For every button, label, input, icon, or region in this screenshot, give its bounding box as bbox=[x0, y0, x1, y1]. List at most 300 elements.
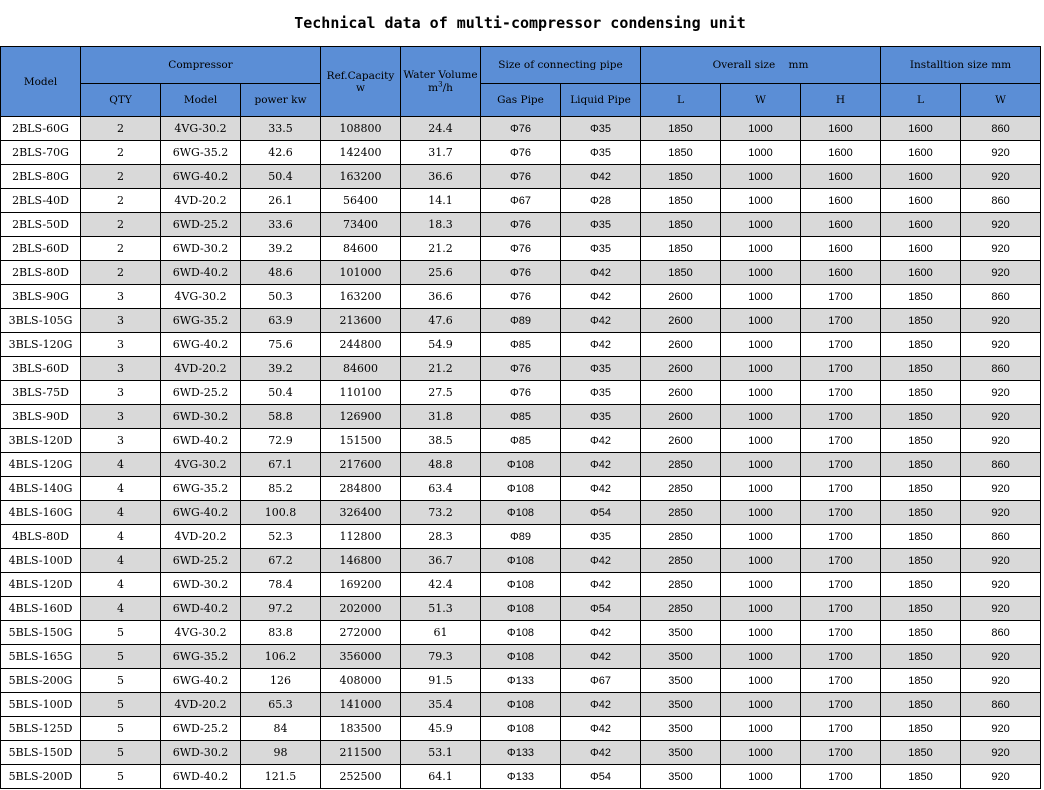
cell-gas-pipe: Φ108 bbox=[481, 693, 561, 717]
cell-gas-pipe: Φ76 bbox=[481, 213, 561, 237]
cell-overall-w: 1000 bbox=[721, 765, 801, 789]
cell-overall-w: 1000 bbox=[721, 645, 801, 669]
cell-gas-pipe: Φ85 bbox=[481, 333, 561, 357]
cell-qty: 5 bbox=[81, 621, 161, 645]
cell-water-volume: 27.5 bbox=[401, 381, 481, 405]
cell-liquid-pipe: Φ42 bbox=[561, 261, 641, 285]
cell-compressor-model: 6WG-35.2 bbox=[161, 141, 241, 165]
cell-install-w: 920 bbox=[961, 573, 1041, 597]
cell-gas-pipe: Φ76 bbox=[481, 141, 561, 165]
cell-model: 4BLS-80D bbox=[1, 525, 81, 549]
cell-overall-w: 1000 bbox=[721, 477, 801, 501]
cell-install-l: 1850 bbox=[881, 429, 961, 453]
cell-install-w: 920 bbox=[961, 549, 1041, 573]
cell-overall-w: 1000 bbox=[721, 237, 801, 261]
cell-liquid-pipe: Φ42 bbox=[561, 741, 641, 765]
cell-overall-l: 2850 bbox=[641, 525, 721, 549]
header-water-volume bbox=[401, 47, 481, 117]
cell-power: 106.2 bbox=[241, 645, 321, 669]
cell-install-w: 920 bbox=[961, 765, 1041, 789]
cell-gas-pipe: Φ108 bbox=[481, 645, 561, 669]
cell-ref-capacity: 141000 bbox=[321, 693, 401, 717]
cell-overall-w: 1000 bbox=[721, 357, 801, 381]
cell-overall-l: 2600 bbox=[641, 333, 721, 357]
cell-liquid-pipe: Φ35 bbox=[561, 381, 641, 405]
table-row bbox=[1, 549, 1041, 573]
cell-overall-h: 1600 bbox=[801, 165, 881, 189]
cell-liquid-pipe: Φ54 bbox=[561, 765, 641, 789]
cell-liquid-pipe: Φ42 bbox=[561, 717, 641, 741]
cell-install-l: 1600 bbox=[881, 117, 961, 141]
cell-qty: 5 bbox=[81, 741, 161, 765]
cell-liquid-pipe: Φ42 bbox=[561, 645, 641, 669]
cell-qty: 3 bbox=[81, 357, 161, 381]
cell-overall-l: 1850 bbox=[641, 165, 721, 189]
cell-install-l: 1850 bbox=[881, 621, 961, 645]
cell-compressor-model: 4VD-20.2 bbox=[161, 693, 241, 717]
cell-overall-w: 1000 bbox=[721, 669, 801, 693]
cell-ref-capacity: 56400 bbox=[321, 189, 401, 213]
cell-qty: 2 bbox=[81, 261, 161, 285]
cell-water-volume: 18.3 bbox=[401, 213, 481, 237]
cell-qty: 4 bbox=[81, 453, 161, 477]
cell-qty: 5 bbox=[81, 717, 161, 741]
cell-install-w: 920 bbox=[961, 645, 1041, 669]
cell-install-l: 1850 bbox=[881, 477, 961, 501]
cell-model: 3BLS-90D bbox=[1, 405, 81, 429]
cell-install-w: 920 bbox=[961, 717, 1041, 741]
cell-power: 65.3 bbox=[241, 693, 321, 717]
cell-overall-l: 3500 bbox=[641, 621, 721, 645]
cell-install-w: 920 bbox=[961, 165, 1041, 189]
cell-overall-w: 1000 bbox=[721, 717, 801, 741]
table-row bbox=[1, 429, 1041, 453]
cell-qty: 2 bbox=[81, 117, 161, 141]
cell-overall-h: 1600 bbox=[801, 237, 881, 261]
cell-overall-w: 1000 bbox=[721, 141, 801, 165]
cell-install-w: 860 bbox=[961, 453, 1041, 477]
cell-qty: 5 bbox=[81, 765, 161, 789]
table-row bbox=[1, 645, 1041, 669]
cell-power: 33.5 bbox=[241, 117, 321, 141]
cell-overall-h: 1700 bbox=[801, 525, 881, 549]
cell-model: 4BLS-160G bbox=[1, 501, 81, 525]
cell-overall-w: 1000 bbox=[721, 597, 801, 621]
cell-compressor-model: 6WD-30.2 bbox=[161, 237, 241, 261]
cell-model: 5BLS-100D bbox=[1, 693, 81, 717]
header-power: power kw bbox=[241, 84, 321, 117]
cell-power: 26.1 bbox=[241, 189, 321, 213]
cell-water-volume: 47.6 bbox=[401, 309, 481, 333]
cell-install-l: 1850 bbox=[881, 549, 961, 573]
cell-power: 83.8 bbox=[241, 621, 321, 645]
cell-overall-h: 1600 bbox=[801, 261, 881, 285]
cell-compressor-model: 6WG-40.2 bbox=[161, 333, 241, 357]
cell-overall-w: 1000 bbox=[721, 501, 801, 525]
cell-install-w: 920 bbox=[961, 597, 1041, 621]
cell-gas-pipe: Φ76 bbox=[481, 117, 561, 141]
cell-qty: 4 bbox=[81, 477, 161, 501]
cell-overall-l: 2850 bbox=[641, 501, 721, 525]
cell-gas-pipe: Φ67 bbox=[481, 189, 561, 213]
table-row bbox=[1, 693, 1041, 717]
cell-install-l: 1850 bbox=[881, 741, 961, 765]
cell-model: 2BLS-60D bbox=[1, 237, 81, 261]
cell-model: 2BLS-50D bbox=[1, 213, 81, 237]
cell-overall-l: 2600 bbox=[641, 357, 721, 381]
cell-gas-pipe: Φ89 bbox=[481, 525, 561, 549]
cell-install-l: 1850 bbox=[881, 501, 961, 525]
cell-gas-pipe: Φ133 bbox=[481, 765, 561, 789]
cell-power: 84 bbox=[241, 717, 321, 741]
cell-ref-capacity: 112800 bbox=[321, 525, 401, 549]
cell-install-w: 920 bbox=[961, 669, 1041, 693]
cell-overall-l: 1850 bbox=[641, 261, 721, 285]
cell-ref-capacity: 213600 bbox=[321, 309, 401, 333]
cell-compressor-model: 6WD-25.2 bbox=[161, 549, 241, 573]
cell-overall-h: 1700 bbox=[801, 717, 881, 741]
table-row bbox=[1, 381, 1041, 405]
cell-gas-pipe: Φ85 bbox=[481, 429, 561, 453]
cell-compressor-model: 4VD-20.2 bbox=[161, 357, 241, 381]
cell-install-l: 1850 bbox=[881, 765, 961, 789]
cell-install-l: 1850 bbox=[881, 309, 961, 333]
cell-compressor-model: 6WD-40.2 bbox=[161, 765, 241, 789]
cell-model: 4BLS-160D bbox=[1, 597, 81, 621]
cell-overall-w: 1000 bbox=[721, 549, 801, 573]
cell-gas-pipe: Φ76 bbox=[481, 237, 561, 261]
cell-liquid-pipe: Φ42 bbox=[561, 693, 641, 717]
cell-water-volume: 42.4 bbox=[401, 573, 481, 597]
cell-model: 3BLS-75D bbox=[1, 381, 81, 405]
cell-install-w: 920 bbox=[961, 333, 1041, 357]
cell-power: 39.2 bbox=[241, 237, 321, 261]
cell-install-l: 1850 bbox=[881, 285, 961, 309]
cell-model: 4BLS-120G bbox=[1, 453, 81, 477]
cell-ref-capacity: 284800 bbox=[321, 477, 401, 501]
cell-model: 2BLS-70G bbox=[1, 141, 81, 165]
cell-overall-h: 1700 bbox=[801, 501, 881, 525]
cell-install-w: 860 bbox=[961, 621, 1041, 645]
cell-overall-l: 2600 bbox=[641, 405, 721, 429]
table-row bbox=[1, 573, 1041, 597]
cell-water-volume: 24.4 bbox=[401, 117, 481, 141]
cell-power: 67.2 bbox=[241, 549, 321, 573]
cell-model: 3BLS-105G bbox=[1, 309, 81, 333]
cell-qty: 4 bbox=[81, 525, 161, 549]
cell-power: 97.2 bbox=[241, 597, 321, 621]
cell-overall-l: 2850 bbox=[641, 477, 721, 501]
cell-compressor-model: 4VD-20.2 bbox=[161, 189, 241, 213]
cell-qty: 3 bbox=[81, 429, 161, 453]
cell-install-w: 860 bbox=[961, 357, 1041, 381]
cell-overall-h: 1700 bbox=[801, 765, 881, 789]
cell-overall-h: 1700 bbox=[801, 477, 881, 501]
ref-capacity-label: Ref.Capacity bbox=[326, 69, 395, 82]
cell-ref-capacity: 108800 bbox=[321, 117, 401, 141]
cell-install-w: 920 bbox=[961, 309, 1041, 333]
cell-gas-pipe: Φ76 bbox=[481, 357, 561, 381]
cell-overall-l: 2600 bbox=[641, 381, 721, 405]
cell-liquid-pipe: Φ35 bbox=[561, 213, 641, 237]
cell-power: 126 bbox=[241, 669, 321, 693]
cell-water-volume: 63.4 bbox=[401, 477, 481, 501]
cell-overall-h: 1700 bbox=[801, 285, 881, 309]
cell-compressor-model: 6WD-40.2 bbox=[161, 597, 241, 621]
cell-water-volume: 61 bbox=[401, 621, 481, 645]
cell-overall-h: 1700 bbox=[801, 381, 881, 405]
header-compressor: Compressor bbox=[81, 47, 321, 84]
table-row bbox=[1, 333, 1041, 357]
cell-model: 3BLS-120D bbox=[1, 429, 81, 453]
table-row bbox=[1, 261, 1041, 285]
cell-install-w: 920 bbox=[961, 213, 1041, 237]
cell-compressor-model: 6WD-30.2 bbox=[161, 405, 241, 429]
cell-water-volume: 35.4 bbox=[401, 693, 481, 717]
cell-install-l: 1850 bbox=[881, 381, 961, 405]
cell-power: 63.9 bbox=[241, 309, 321, 333]
table-row bbox=[1, 597, 1041, 621]
table-row bbox=[1, 309, 1041, 333]
cell-gas-pipe: Φ108 bbox=[481, 717, 561, 741]
cell-install-l: 1850 bbox=[881, 405, 961, 429]
cell-ref-capacity: 252500 bbox=[321, 765, 401, 789]
cell-power: 100.8 bbox=[241, 501, 321, 525]
cell-model: 5BLS-150D bbox=[1, 741, 81, 765]
table-row bbox=[1, 765, 1041, 789]
table-row bbox=[1, 405, 1041, 429]
cell-install-l: 1850 bbox=[881, 453, 961, 477]
cell-overall-w: 1000 bbox=[721, 429, 801, 453]
cell-ref-capacity: 142400 bbox=[321, 141, 401, 165]
cell-compressor-model: 6WG-35.2 bbox=[161, 309, 241, 333]
cell-compressor-model: 6WD-40.2 bbox=[161, 261, 241, 285]
cell-liquid-pipe: Φ42 bbox=[561, 549, 641, 573]
header-model: Model bbox=[1, 47, 81, 117]
cell-gas-pipe: Φ108 bbox=[481, 477, 561, 501]
cell-install-w: 860 bbox=[961, 189, 1041, 213]
cell-liquid-pipe: Φ35 bbox=[561, 117, 641, 141]
cell-install-l: 1600 bbox=[881, 141, 961, 165]
cell-power: 75.6 bbox=[241, 333, 321, 357]
cell-gas-pipe: Φ85 bbox=[481, 405, 561, 429]
cell-overall-h: 1700 bbox=[801, 669, 881, 693]
header-overall-size: Overall size mm bbox=[641, 47, 881, 84]
header-compressor-model: Model bbox=[161, 84, 241, 117]
cell-install-w: 920 bbox=[961, 501, 1041, 525]
cell-install-w: 920 bbox=[961, 477, 1041, 501]
cell-install-l: 1600 bbox=[881, 213, 961, 237]
cell-ref-capacity: 326400 bbox=[321, 501, 401, 525]
cell-ref-capacity: 217600 bbox=[321, 453, 401, 477]
cell-water-volume: 79.3 bbox=[401, 645, 481, 669]
cell-power: 121.5 bbox=[241, 765, 321, 789]
cell-liquid-pipe: Φ35 bbox=[561, 237, 641, 261]
header-connecting-pipe: Size of connecting pipe bbox=[481, 47, 641, 84]
cell-power: 50.3 bbox=[241, 285, 321, 309]
cell-power: 98 bbox=[241, 741, 321, 765]
table-row bbox=[1, 621, 1041, 645]
cell-install-l: 1850 bbox=[881, 357, 961, 381]
cell-overall-h: 1700 bbox=[801, 309, 881, 333]
cell-compressor-model: 6WG-40.2 bbox=[161, 501, 241, 525]
cell-overall-w: 1000 bbox=[721, 189, 801, 213]
cell-power: 67.1 bbox=[241, 453, 321, 477]
table-row bbox=[1, 213, 1041, 237]
cell-compressor-model: 6WG-40.2 bbox=[161, 669, 241, 693]
cell-compressor-model: 4VG-30.2 bbox=[161, 285, 241, 309]
cell-power: 39.2 bbox=[241, 357, 321, 381]
table-row bbox=[1, 525, 1041, 549]
cell-qty: 5 bbox=[81, 669, 161, 693]
cell-liquid-pipe: Φ35 bbox=[561, 525, 641, 549]
cell-qty: 2 bbox=[81, 165, 161, 189]
cell-power: 85.2 bbox=[241, 477, 321, 501]
cell-liquid-pipe: Φ42 bbox=[561, 621, 641, 645]
cell-qty: 2 bbox=[81, 141, 161, 165]
cell-overall-l: 3500 bbox=[641, 717, 721, 741]
cell-water-volume: 21.2 bbox=[401, 237, 481, 261]
cell-compressor-model: 6WG-35.2 bbox=[161, 477, 241, 501]
cell-gas-pipe: Φ133 bbox=[481, 669, 561, 693]
cell-overall-h: 1600 bbox=[801, 117, 881, 141]
cell-liquid-pipe: Φ54 bbox=[561, 597, 641, 621]
cell-overall-w: 1000 bbox=[721, 381, 801, 405]
cell-install-l: 1850 bbox=[881, 573, 961, 597]
cell-install-w: 860 bbox=[961, 117, 1041, 141]
cell-qty: 3 bbox=[81, 309, 161, 333]
cell-water-volume: 21.2 bbox=[401, 357, 481, 381]
table-row bbox=[1, 189, 1041, 213]
cell-ref-capacity: 73400 bbox=[321, 213, 401, 237]
cell-gas-pipe: Φ133 bbox=[481, 741, 561, 765]
cell-ref-capacity: 151500 bbox=[321, 429, 401, 453]
cell-ref-capacity: 110100 bbox=[321, 381, 401, 405]
cell-install-l: 1850 bbox=[881, 669, 961, 693]
cell-water-volume: 14.1 bbox=[401, 189, 481, 213]
cell-gas-pipe: Φ108 bbox=[481, 597, 561, 621]
header-installation-size: Installtion size mm bbox=[881, 47, 1041, 84]
cell-ref-capacity: 163200 bbox=[321, 165, 401, 189]
cell-overall-w: 1000 bbox=[721, 213, 801, 237]
cell-overall-w: 1000 bbox=[721, 453, 801, 477]
cell-overall-h: 1600 bbox=[801, 189, 881, 213]
cell-power: 50.4 bbox=[241, 165, 321, 189]
cell-power: 78.4 bbox=[241, 573, 321, 597]
cell-power: 72.9 bbox=[241, 429, 321, 453]
header-gas-pipe: Gas Pipe bbox=[481, 84, 561, 117]
cell-water-volume: 54.9 bbox=[401, 333, 481, 357]
cell-overall-l: 3500 bbox=[641, 741, 721, 765]
table-row bbox=[1, 501, 1041, 525]
cell-install-l: 1600 bbox=[881, 261, 961, 285]
cell-compressor-model: 6WG-40.2 bbox=[161, 165, 241, 189]
cell-overall-l: 1850 bbox=[641, 189, 721, 213]
cell-overall-h: 1700 bbox=[801, 549, 881, 573]
cell-overall-w: 1000 bbox=[721, 573, 801, 597]
cell-qty: 2 bbox=[81, 189, 161, 213]
cell-ref-capacity: 211500 bbox=[321, 741, 401, 765]
cell-gas-pipe: Φ89 bbox=[481, 309, 561, 333]
cell-model: 5BLS-200D bbox=[1, 765, 81, 789]
cell-overall-l: 2600 bbox=[641, 309, 721, 333]
cell-water-volume: 64.1 bbox=[401, 765, 481, 789]
cell-overall-w: 1000 bbox=[721, 261, 801, 285]
cell-water-volume: 45.9 bbox=[401, 717, 481, 741]
cell-overall-l: 2850 bbox=[641, 573, 721, 597]
cell-overall-l: 3500 bbox=[641, 693, 721, 717]
cell-model: 3BLS-90G bbox=[1, 285, 81, 309]
header-liquid-pipe: Liquid Pipe bbox=[561, 84, 641, 117]
cell-model: 2BLS-60G bbox=[1, 117, 81, 141]
cell-overall-h: 1600 bbox=[801, 213, 881, 237]
cell-overall-l: 2850 bbox=[641, 549, 721, 573]
header-overall-h: H bbox=[801, 84, 881, 117]
water-volume-unit: $m^3/h$ bbox=[428, 80, 453, 95]
cell-model: 2BLS-40D bbox=[1, 189, 81, 213]
cell-power: 48.6 bbox=[241, 261, 321, 285]
header-install-l: L bbox=[881, 84, 961, 117]
cell-install-l: 1850 bbox=[881, 693, 961, 717]
cell-water-volume: 91.5 bbox=[401, 669, 481, 693]
cell-qty: 4 bbox=[81, 573, 161, 597]
cell-gas-pipe: Φ108 bbox=[481, 573, 561, 597]
cell-overall-h: 1700 bbox=[801, 597, 881, 621]
cell-overall-l: 1850 bbox=[641, 237, 721, 261]
cell-overall-l: 2850 bbox=[641, 453, 721, 477]
cell-qty: 5 bbox=[81, 693, 161, 717]
cell-ref-capacity: 101000 bbox=[321, 261, 401, 285]
cell-power: 42.6 bbox=[241, 141, 321, 165]
cell-power: 58.8 bbox=[241, 405, 321, 429]
cell-overall-h: 1700 bbox=[801, 645, 881, 669]
cell-water-volume: 38.5 bbox=[401, 429, 481, 453]
cell-overall-w: 1000 bbox=[721, 525, 801, 549]
cell-install-w: 860 bbox=[961, 285, 1041, 309]
cell-install-l: 1850 bbox=[881, 645, 961, 669]
cell-overall-h: 1700 bbox=[801, 429, 881, 453]
table-row bbox=[1, 237, 1041, 261]
cell-install-w: 920 bbox=[961, 237, 1041, 261]
cell-compressor-model: 6WD-40.2 bbox=[161, 429, 241, 453]
header-ref-capacity bbox=[321, 47, 401, 117]
cell-gas-pipe: Φ76 bbox=[481, 285, 561, 309]
cell-liquid-pipe: Φ42 bbox=[561, 285, 641, 309]
cell-ref-capacity: 408000 bbox=[321, 669, 401, 693]
cell-water-volume: 31.8 bbox=[401, 405, 481, 429]
cell-install-w: 920 bbox=[961, 405, 1041, 429]
header-install-w: W bbox=[961, 84, 1041, 117]
cell-install-w: 860 bbox=[961, 693, 1041, 717]
cell-overall-w: 1000 bbox=[721, 741, 801, 765]
cell-overall-h: 1700 bbox=[801, 573, 881, 597]
table-title: Technical data of multi-compressor condensing unit bbox=[0, 0, 1040, 47]
table-row bbox=[1, 165, 1041, 189]
cell-install-l: 1600 bbox=[881, 237, 961, 261]
cell-compressor-model: 6WD-25.2 bbox=[161, 381, 241, 405]
cell-model: 3BLS-60D bbox=[1, 357, 81, 381]
cell-model: 4BLS-100D bbox=[1, 549, 81, 573]
cell-model: 4BLS-120D bbox=[1, 573, 81, 597]
cell-install-w: 920 bbox=[961, 141, 1041, 165]
cell-overall-h: 1700 bbox=[801, 621, 881, 645]
cell-water-volume: 36.6 bbox=[401, 285, 481, 309]
cell-overall-l: 3500 bbox=[641, 765, 721, 789]
cell-qty: 3 bbox=[81, 333, 161, 357]
cell-qty: 3 bbox=[81, 285, 161, 309]
cell-water-volume: 36.6 bbox=[401, 165, 481, 189]
cell-model: 5BLS-150G bbox=[1, 621, 81, 645]
